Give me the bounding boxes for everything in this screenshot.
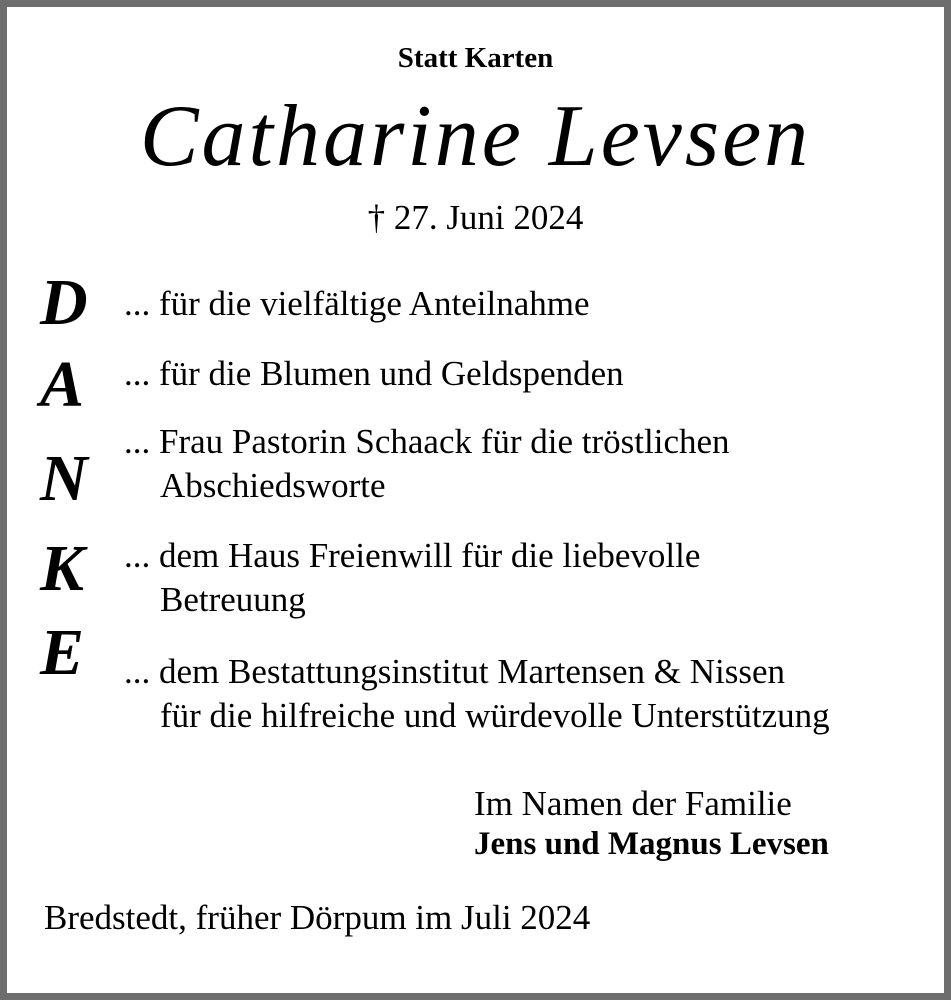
place-date: Bredstedt, früher Dörpum im Juli 2024 bbox=[44, 898, 591, 937]
signature-intro: Im Namen der Familie bbox=[474, 784, 792, 823]
thanks-text bbox=[124, 534, 700, 622]
thanks-line-continued: Abschiedsworte bbox=[160, 466, 386, 505]
danke-initial: N bbox=[40, 442, 88, 515]
thanks-text bbox=[124, 352, 624, 396]
thanks-line: ... Frau Pastorin Schaack für die tröstlichen bbox=[124, 422, 730, 461]
kicker-text: Statt Karten bbox=[397, 42, 554, 74]
thanks-text bbox=[124, 650, 830, 738]
thanks-line: ... dem Haus Freienwill für die liebevolle bbox=[124, 536, 701, 575]
deceased-name: Catharine Levsen bbox=[139, 88, 812, 185]
signature-names: Jens und Magnus Levsen bbox=[474, 826, 829, 862]
danke-initial: K bbox=[40, 532, 85, 605]
thanks-line: ... für die Blumen und Geldspenden bbox=[124, 354, 624, 393]
thanks-line: ... dem Bestattungsinstitut Martensen & Nissen bbox=[124, 652, 786, 691]
danke-initial: E bbox=[40, 616, 85, 689]
danke-initial: D bbox=[40, 266, 88, 339]
thanks-text bbox=[124, 282, 590, 326]
thanks-line: ... für die vielfältige Anteilnahme bbox=[124, 284, 590, 323]
danke-initial: A bbox=[40, 348, 85, 421]
death-date: † 27. Juni 2024 bbox=[367, 198, 584, 237]
thanks-text bbox=[124, 420, 730, 508]
thanks-line-continued: für die hilfreiche und würdevolle Unterstützung bbox=[160, 696, 830, 735]
thanks-line-continued: Betreuung bbox=[160, 580, 306, 619]
